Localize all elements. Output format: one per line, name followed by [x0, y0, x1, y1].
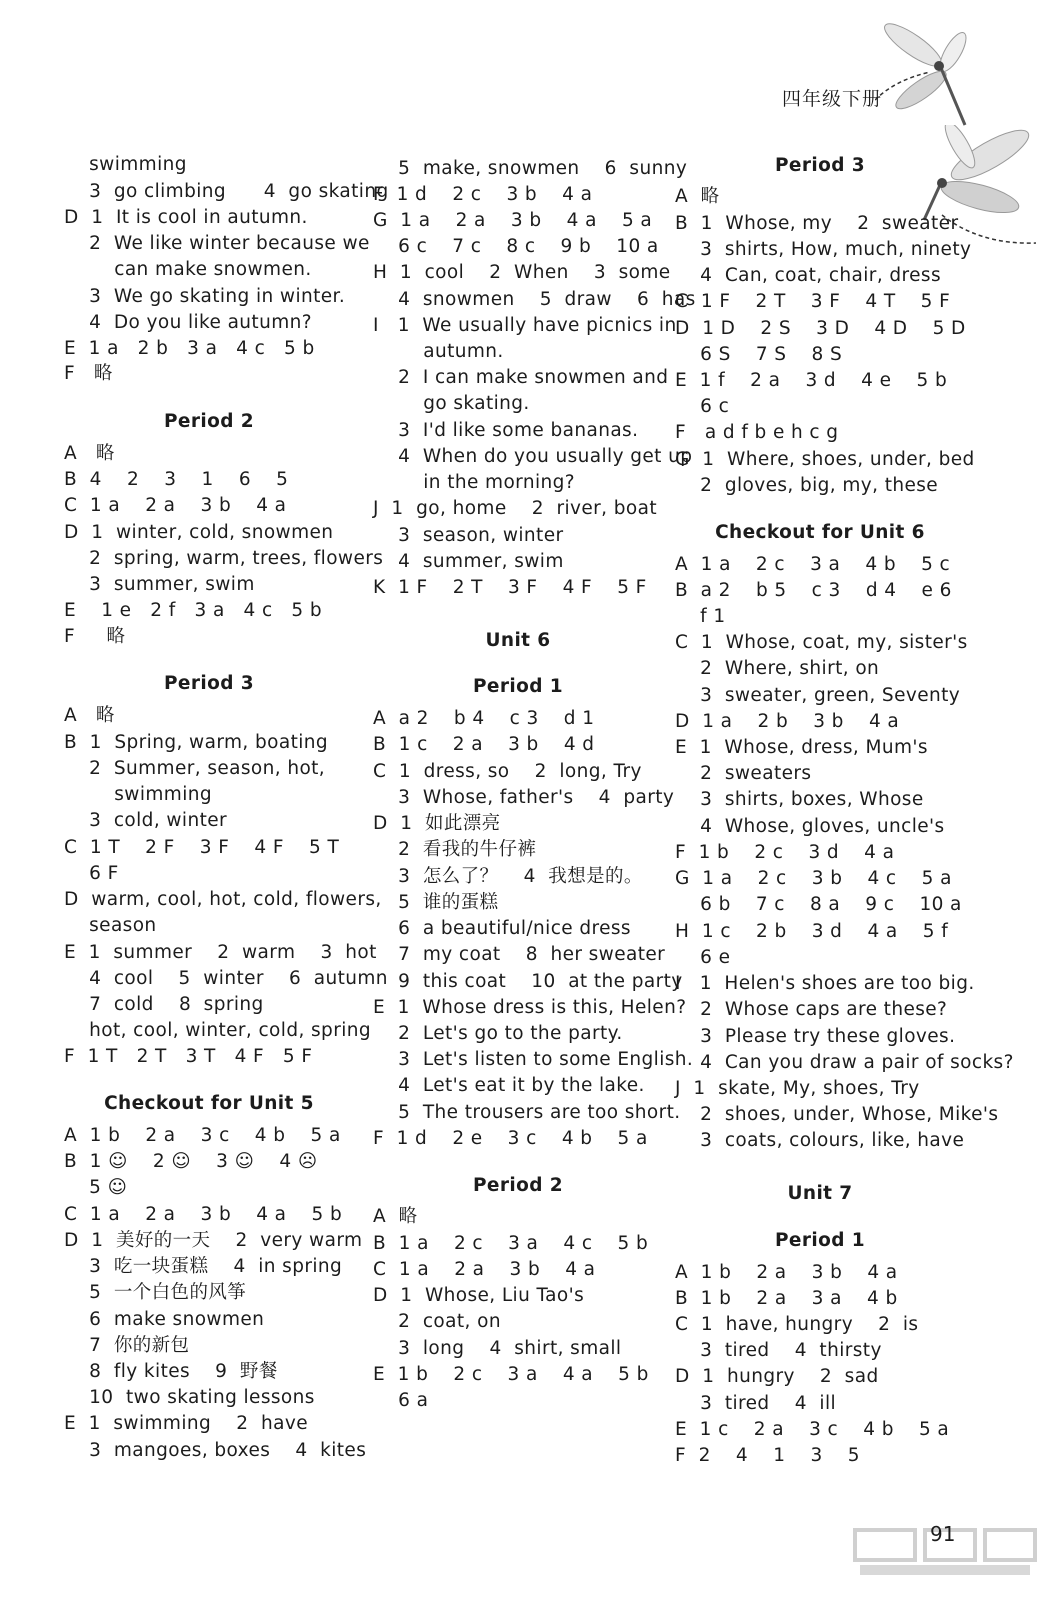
- answer-line: 4 When do you usually get up: [373, 446, 693, 467]
- answer-line: G 1 a 2 c 3 b 4 c 5 a: [675, 868, 952, 889]
- answer-line: C 1 dress, so 2 long, Try: [373, 761, 642, 782]
- answer-line: A a 2 b 4 c 3 d 1: [373, 708, 595, 729]
- answer-line: I 1 Helen's shoes are too big.: [675, 973, 975, 994]
- answer-line: D warm, cool, hot, cold, flowers,: [64, 889, 382, 910]
- answer-line: 3 怎么了？ 4 我想是的。: [373, 866, 643, 887]
- answer-line: 2 coat, on: [373, 1311, 501, 1332]
- answer-line: 2 Summer, season, hot,: [64, 758, 326, 779]
- answer-line: B 4 2 3 1 6 5: [64, 469, 289, 490]
- answer-line: 3 Please try these gloves.: [675, 1026, 956, 1047]
- answer-line: B 1 b 2 a 3 a 4 b: [675, 1288, 898, 1309]
- answer-line: swimming: [64, 784, 213, 805]
- answer-line: swimming: [64, 154, 187, 175]
- answer-line: E 1 swimming 2 have: [64, 1413, 308, 1434]
- section-heading: Period 2: [163, 411, 255, 432]
- answer-line: C 1 T 2 F 3 F 4 F 5 T: [64, 837, 340, 858]
- answer-line: 4 snowmen 5 draw 6 has: [373, 289, 696, 310]
- answer-line: 4 Let's eat it by the lake.: [373, 1075, 645, 1096]
- answer-line: 3 sweater, green, Seventy: [675, 685, 961, 706]
- answer-line: E 1 e 2 f 3 a 4 c 5 b: [64, 600, 322, 621]
- answer-line: hot, cool, winter, cold, spring: [64, 1020, 372, 1041]
- answer-line: G 1 a 2 a 3 b 4 a 5 a: [373, 210, 653, 231]
- answer-line: D 1 It is cool in autumn.: [64, 207, 308, 228]
- answer-line: D 1 Whose, Liu Tao's: [373, 1285, 585, 1306]
- answer-line: I 1 We usually have picnics in: [373, 315, 677, 336]
- answer-line: 5 The trousers are too short.: [373, 1102, 681, 1123]
- answer-line: 8 fly kites 9 野餐: [64, 1361, 278, 1382]
- answer-line: B 1 a 2 c 3 a 4 c 5 b: [373, 1233, 649, 1254]
- answer-line: 9 this coat 10 at the party: [373, 971, 683, 992]
- answer-line: E 1 Whose dress is this, Helen?: [373, 997, 687, 1018]
- answer-line: in the morning?: [373, 472, 576, 493]
- answer-line: C 1 a 2 a 3 b 4 a: [373, 1259, 596, 1280]
- answer-line: 3 mangoes, boxes 4 kites: [64, 1440, 367, 1461]
- answer-line: 10 two skating lessons: [64, 1387, 315, 1408]
- answer-line: B 1 c 2 a 3 b 4 d: [373, 734, 595, 755]
- answer-line: 2 sweaters: [675, 763, 812, 784]
- answer-line: 4 summer, swim: [373, 551, 564, 572]
- answer-line: J 1 go, home 2 river, boat: [373, 498, 657, 519]
- answer-line: 5 谁的蛋糕: [373, 892, 499, 913]
- answer-line: E 1 summer 2 warm 3 hot: [64, 942, 377, 963]
- section-heading: Checkout for Unit 5: [104, 1093, 314, 1114]
- answer-line: go skating.: [373, 393, 530, 414]
- answer-line: 3 shirts, boxes, Whose: [675, 789, 924, 810]
- answer-line: 3 I'd like some bananas.: [373, 420, 639, 441]
- answer-line: 5 make, snowmen 6 sunny: [373, 158, 688, 179]
- answer-line: 3 coats, colours, like, have: [675, 1130, 965, 1151]
- answer-line: 6 a: [373, 1390, 429, 1411]
- answer-line: A 1 b 2 a 3 c 4 b 5 a: [64, 1125, 341, 1146]
- answer-line: 7 你的新包: [64, 1335, 190, 1356]
- answer-line: F 1 d 2 e 3 c 4 b 5 a: [373, 1128, 648, 1149]
- answer-line: D 1 hungry 2 sad: [675, 1366, 879, 1387]
- answer-line: F 2 4 1 3 5: [675, 1445, 860, 1466]
- dragonfly-illustration-top: [875, 10, 975, 130]
- answer-line: 3 tired 4 thirsty: [675, 1340, 882, 1361]
- answer-line: 2 看我的牛仔裤: [373, 839, 537, 860]
- unit-heading: Unit 7: [787, 1183, 853, 1204]
- answer-line: 2 Let's go to the party.: [373, 1023, 623, 1044]
- answer-line: 6 c: [675, 396, 730, 417]
- answer-line: 3 吃一块蛋糕 4 in spring: [64, 1256, 343, 1277]
- answer-line: K 1 F 2 T 3 F 4 F 5 F: [373, 577, 647, 598]
- answer-line: 2 We like winter because we: [64, 233, 370, 254]
- answer-line: A 略: [64, 443, 115, 464]
- answer-line: F 1 T 2 T 3 T 4 F 5 F: [64, 1046, 313, 1067]
- answer-line: F 1 d 2 c 3 b 4 a: [373, 184, 593, 205]
- answer-line: 4 Do you like autumn?: [64, 312, 312, 333]
- answer-line: 4 Can you draw a pair of socks?: [675, 1052, 1014, 1073]
- answer-line: 2 I can make snowmen and: [373, 367, 669, 388]
- answer-line: 2 gloves, big, my, these: [675, 475, 939, 496]
- answer-line: A 略: [675, 186, 720, 207]
- answer-line: E 1 f 2 a 3 d 4 e 5 b: [675, 370, 948, 391]
- answer-line: 3 season, winter: [373, 525, 564, 546]
- answer-line: 3 We go skating in winter.: [64, 286, 346, 307]
- answer-line: autumn.: [373, 341, 504, 362]
- answer-line: 7 my coat 8 her sweater: [373, 944, 666, 965]
- answer-line: J 1 skate, My, shoes, Try: [675, 1078, 920, 1099]
- answer-line: 5 一个白色的风筝: [64, 1282, 247, 1303]
- answer-line: 4 Whose, gloves, uncle's: [675, 816, 945, 837]
- section-heading: Period 3: [163, 673, 255, 694]
- answer-line: 3 Whose, father's 4 party: [373, 787, 675, 808]
- page-number: 91: [930, 1522, 956, 1546]
- answer-line: B 1 Whose, my 2 sweater: [675, 213, 959, 234]
- section-heading: Period 2: [472, 1175, 564, 1196]
- dragonfly-illustration-side: [920, 125, 1040, 255]
- answer-line: D 1 a 2 b 3 b 4 a: [675, 711, 900, 732]
- answer-line: 3 long 4 shirt, small: [373, 1338, 622, 1359]
- answer-line: 6 S 7 S 8 S: [675, 344, 843, 365]
- answer-line: 5 ☺: [64, 1177, 128, 1198]
- section-heading: Period 1: [472, 676, 564, 697]
- answer-line: H 1 cool 2 When 3 some: [373, 262, 671, 283]
- section-heading: Period 3: [774, 155, 866, 176]
- answer-line: A 略: [373, 1206, 418, 1227]
- answer-line: f 1: [675, 606, 726, 627]
- answer-line: G 1 Where, shoes, under, bed: [675, 449, 975, 470]
- answer-line: 3 shirts, How, much, ninety: [675, 239, 972, 260]
- answer-line: C 1 a 2 a 3 b 4 a 5 b: [64, 1204, 343, 1225]
- answer-line: H 1 c 2 b 3 d 4 a 5 f: [675, 921, 949, 942]
- section-heading: Checkout for Unit 6: [715, 522, 925, 543]
- answer-line: E 1 a 2 b 3 a 4 c 5 b: [64, 338, 315, 359]
- answer-line: can make snowmen.: [64, 259, 312, 280]
- answer-line: 2 spring, warm, trees, flowers: [64, 548, 384, 569]
- answer-line: 4 Can, coat, chair, dress: [675, 265, 941, 286]
- answer-line: 6 make snowmen: [64, 1309, 265, 1330]
- answer-line: C 1 Whose, coat, my, sister's: [675, 632, 968, 653]
- answer-line: C 1 a 2 a 3 b 4 a: [64, 495, 287, 516]
- answer-line: 3 go climbing 4 go skating: [64, 181, 389, 202]
- answer-line: 2 shoes, under, Whose, Mike's: [675, 1104, 999, 1125]
- answer-line: F 略: [64, 626, 126, 647]
- answer-line: E 1 b 2 c 3 a 4 a 5 b: [373, 1364, 649, 1385]
- answer-line: 3 summer, swim: [64, 574, 255, 595]
- answer-line: F a d f b e h c g: [675, 422, 839, 443]
- answer-line: 6 c 7 c 8 c 9 b 10 a: [373, 236, 659, 257]
- answer-line: 6 b 7 c 8 a 9 c 10 a: [675, 894, 962, 915]
- answer-line: season: [64, 915, 157, 936]
- answer-line: C 1 have, hungry 2 is: [675, 1314, 919, 1335]
- answer-line: B 1 ☺ 2 ☺ 3 ☺ 4 ☹: [64, 1151, 318, 1172]
- answer-line: 6 F: [64, 863, 119, 884]
- answer-line: 3 tired 4 ill: [675, 1393, 837, 1414]
- answer-line: F 1 b 2 c 3 d 4 a: [675, 842, 895, 863]
- answer-line: B 1 Spring, warm, boating: [64, 732, 329, 753]
- answer-line: D 1 winter, cold, snowmen: [64, 522, 334, 543]
- answer-line: A 1 b 2 a 3 b 4 a: [675, 1262, 898, 1283]
- answer-line: 2 Where, shirt, on: [675, 658, 880, 679]
- answer-line: E 1 Whose, dress, Mum's: [675, 737, 928, 758]
- answer-line: D 1 如此漂亮: [373, 813, 501, 834]
- grade-label: 四年级下册: [782, 88, 883, 110]
- answer-line: A 略: [64, 705, 115, 726]
- answer-line: C 1 F 2 T 3 F 4 T 5 F: [675, 291, 951, 312]
- answer-line: F 略: [64, 363, 113, 384]
- section-heading: Period 1: [774, 1230, 866, 1251]
- answer-line: B a 2 b 5 c 3 d 4 e 6: [675, 580, 952, 601]
- answer-line: 6 e: [675, 947, 731, 968]
- answer-line: A 1 a 2 c 3 a 4 b 5 c: [675, 554, 951, 575]
- unit-heading: Unit 6: [485, 630, 551, 651]
- answer-line: 2 Whose caps are these?: [675, 999, 948, 1020]
- answer-line: 3 Let's listen to some English.: [373, 1049, 694, 1070]
- answer-line: 4 cool 5 winter 6 autumn: [64, 968, 388, 989]
- answer-line: 6 a beautiful/nice dress: [373, 918, 631, 939]
- answer-line: D 1 D 2 S 3 D 4 D 5 D: [675, 318, 966, 339]
- answer-line: D 1 美好的一天 2 very warm: [64, 1230, 363, 1251]
- answer-line: 7 cold 8 spring: [64, 994, 264, 1015]
- answer-line: 3 cold, winter: [64, 810, 228, 831]
- answer-line: E 1 c 2 a 3 c 4 b 5 a: [675, 1419, 950, 1440]
